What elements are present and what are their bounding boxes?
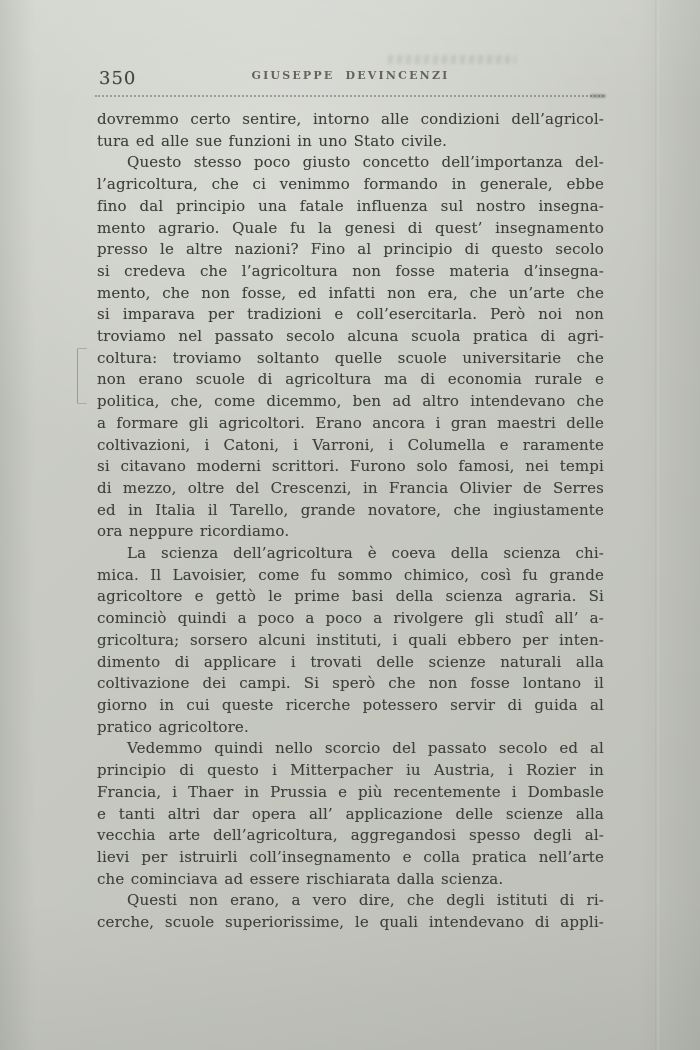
text-line: si credeva che l’agricoltura non fosse materia d’insegna- [97, 261, 604, 280]
text-line: lievi per istruirli coll’insegnamento e colla pratica nell’arte [97, 847, 604, 866]
text-line: troviamo nel passato secolo alcuna scuola pratica di agri- [97, 327, 604, 346]
text-line: agricoltore e gettò le prime basi della scienza agraria. Si [97, 587, 604, 606]
text-line: ora neppure ricordiamo. [97, 522, 290, 541]
text-line: mento agrario. Quale fu la genesi di quest’ insegnamento [97, 218, 604, 237]
text-line: di mezzo, oltre del Crescenzi, in Francia Olivier de Serres [97, 478, 604, 497]
text-line: si imparava per tradizioni e coll’esercitarla. Però noi non [97, 305, 604, 324]
body-text [97, 109, 604, 934]
text-line: pratico agricoltore. [97, 717, 249, 736]
running-header: GIUSEPPE DEVINCENZI [251, 69, 450, 82]
text-line: gricoltura; sorsero alcuni instituti, i quali ebbero per inten- [97, 630, 604, 649]
text-line: ed in Italia il Tarello, grande novatore, che ingiustamente [97, 500, 604, 519]
text-line: coltivazioni, i Catoni, i Varroni, i Columella e raramente [97, 435, 604, 454]
text-line: a formare gli agricoltori. Erano ancora i gran maestri delle [97, 413, 604, 432]
text-line: La scienza dell’agricoltura è coeva della scienza chi- [127, 544, 604, 563]
header-rule [95, 95, 604, 97]
text-line: Questo stesso poco giusto concetto dell’importanza del- [127, 153, 604, 172]
text-line: l’agricoltura, che ci venimmo formando in generale, ebbe [97, 175, 604, 194]
text-line: presso le altre nazioni? Fino al principio di questo secolo [97, 240, 604, 259]
text-line: cerche, scuole superiorissime, le quali intendevano di appli- [97, 913, 604, 932]
text-line: mento, che non fosse, ed infatti non era, che un’arte che [97, 283, 604, 302]
text-line: Vedemmo quindi nello scorcio del passato secolo ed al [127, 739, 604, 758]
text-line: principio di questo i Mitterpacher iu Austria, i Rozier in [97, 761, 604, 780]
text-line: non erano scuole di agricoltura ma di economia rurale e [97, 370, 604, 389]
ink-bleedthrough-mark [388, 55, 517, 64]
text-line: Francia, i Thaer in Prussia e più recentemente i Dombasle [97, 782, 604, 801]
text-line: vecchia arte dell’agricoltura, aggregandosi spesso degli al- [97, 826, 604, 845]
text-line: politica, che, come dicemmo, ben ad altro intendevano che [97, 392, 604, 411]
text-line: e tanti altri dar opera all’ applicazione delle scienze alla [97, 804, 604, 823]
text-line: coltura: troviamo soltanto quelle scuole universitarie che [97, 348, 604, 367]
text-line: dimento di applicare i trovati delle scienze naturali alla [97, 652, 604, 671]
text-line: fino dal principio una fatale influenza sul nostro insegna- [97, 196, 604, 215]
text-line: si citavano moderni scrittori. Furono solo famosi, nei tempi [97, 457, 604, 476]
text-line: mica. Il Lavoisier, come fu sommo chimico, così fu grande [97, 565, 604, 584]
text-line: coltivazione dei campi. Si sperò che non fosse lontano il [97, 674, 604, 693]
text-line: Questi non erano, a vero dire, che degli istituti di ri- [127, 891, 604, 910]
text-line: tura ed alle sue funzioni in uno Stato civile. [97, 131, 448, 150]
margin-pencil-mark [77, 348, 87, 404]
text-line: che cominciava ad essere rischiarata dalla scienza. [97, 869, 504, 888]
page-number: 350 [99, 68, 137, 89]
text-line: dovremmo certo sentire, intorno alle condizioni dell’agricol- [97, 110, 604, 128]
page-edge-crease [655, 0, 659, 1050]
text-line: giorno in cui queste ricerche potessero servir di guida al [97, 695, 604, 714]
text-line: cominciò quindi a poco a poco a rivolgere gli studî all’ a- [97, 609, 604, 628]
